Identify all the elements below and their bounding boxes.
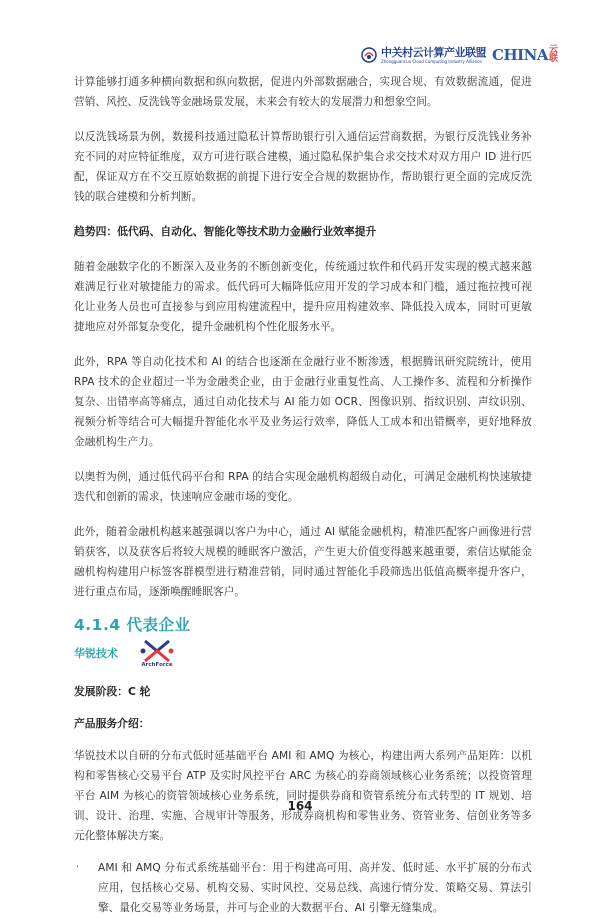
paragraph-4: 此外，RPA 等自动化技术和 AI 的结合也逐渐在金融行业不断渗透，根据腾讯研究院统计，使用 RPA 技术的企业超过一半为金融类企业，由于金融行业重复性高、人工操作多、流程和分析操作复杂、出错率高等痛点，通过自动化技术与 AI 能力如 OCR、图像识别、指纹识别、声纹识别、视频分析等结合可大幅提升智能化水平及业务运行效率，降低人工成本和出错概率，更好地释放金融机构生产力。 [74,356,532,448]
logo-subtitle: Zhongguancun Cloud Computing Industry Alliance [381,58,482,64]
bullet-dot: · [76,862,80,873]
paragraph-7: 华锐技术以自研的分布式低时延基础平台 AMI 和 AMQ 为核心，构建出两大系列产品矩阵：以机构和零售核心交易平台 ATP 及实时风控平台 ARC 为核心的券商领域核心业务系统；以投资管理平台 AIM 为核心的资管领域核心业务系统，同时提供券商和资管系统分布式转型的 IT 规划、培训、设计、治理、实施、合规审计等服务，形成券商机构和零售业务、资管业务、信创业务等多元化整体解决方案。 [74,750,532,842]
paragraph-1: 计算能够打通多种横向数据和纵向数据，促进内外部数据融合，实现合规、有效数据流通，促进营销、风控、反洗钱等金融场景发展，未来会有较大的发展潜力和想象空间。 [74,76,532,108]
cloud-logo-icon [361,47,377,63]
company-name: 华锐技术 [74,647,118,660]
archforce-logo [136,638,178,668]
header-logos [361,40,558,70]
paragraph-3: 随着金融数字化的不断深入及业务的不断创新变化，传统通过软件和代码开发实现的模式越来越难满足行业对敏捷能力的需求。低代码可大幅降低应用开发的学习成本和门槛，通过拖拉拽可视化让业务人员也可直接参与到应用构建流程中，提升应用构建效率、降低投入成本，同时可更敏捷地应对外部复杂变化，提升金融机构个性化服务水平。 [74,261,532,333]
section-heading: 4.1.4 代表企业 [74,616,191,634]
company-logo-text: ArchForce [141,662,173,668]
development-stage: 发展阶段：C 轮 [74,685,151,698]
china-cloud-logo [492,46,558,64]
trend-heading: 趋势四：低代码、自动化、智能化等技术助力金融行业效率提升 [74,225,377,238]
paragraph-5: 以奥哲为例，通过低代码平台和 RPA 的结合实现金融机构超级自动化，可满足金融机构快速敏捷迭代和创新的需求，快速响应金融市场的变化。 [74,471,532,503]
logo-name: 中关村云计算产业联盟 [381,45,487,59]
company-row [74,636,532,670]
intro-title: 产品服务介绍： [74,717,150,730]
paragraph-6: 此外，随着金融机构越来越强调以客户为中心，通过 AI 赋能金融机构，精准匹配客户画像进行营销获客，以及获客后将较大规模的睡眠客户激活，产生更大价值变得越来越重要，索信达赋能金融机构构建用户标签客群模型进行精准营销，同时通过智能化手段筛选出低值高概率提升客户，进行重点布局，逐渐唤醒睡眠客户。 [74,526,532,598]
archforce-logo-icon [137,638,177,664]
china-logo-zh: 云联 [549,45,558,64]
bullet-item [74,858,532,918]
china-logo-text: CHINA [492,46,548,64]
bullet-text: AMI 和 AMQ 分布式系统基础平台：用于构建高可用、高并发、低时延、水平扩展的分布式应用，包括核心交易、机构交易、实时风控、交易总线、高速行情分发、策略交易、算法引擎、量化交易等业务场景，并可与企业的大数据平台、AI 引擎无缝集成。 [98,862,532,914]
paragraph-2: 以反洗钱场景为例，数援科技通过隐私计算帮助银行引入通信运营商数据，为银行反洗钱业务补充不同的对应特征维度，双方可进行联合建模，通过隐私保护集合求交技术对双方用户 ID 进行匹配，保证双方在不交互原始数据的前提下进行安全合规的数据协作，帮助银行更全面的完成反洗钱的联合建模和分析判断。 [74,131,532,203]
page-number: 164 [287,799,313,813]
page-content [74,72,532,918]
zgc-alliance-logo [361,47,486,64]
